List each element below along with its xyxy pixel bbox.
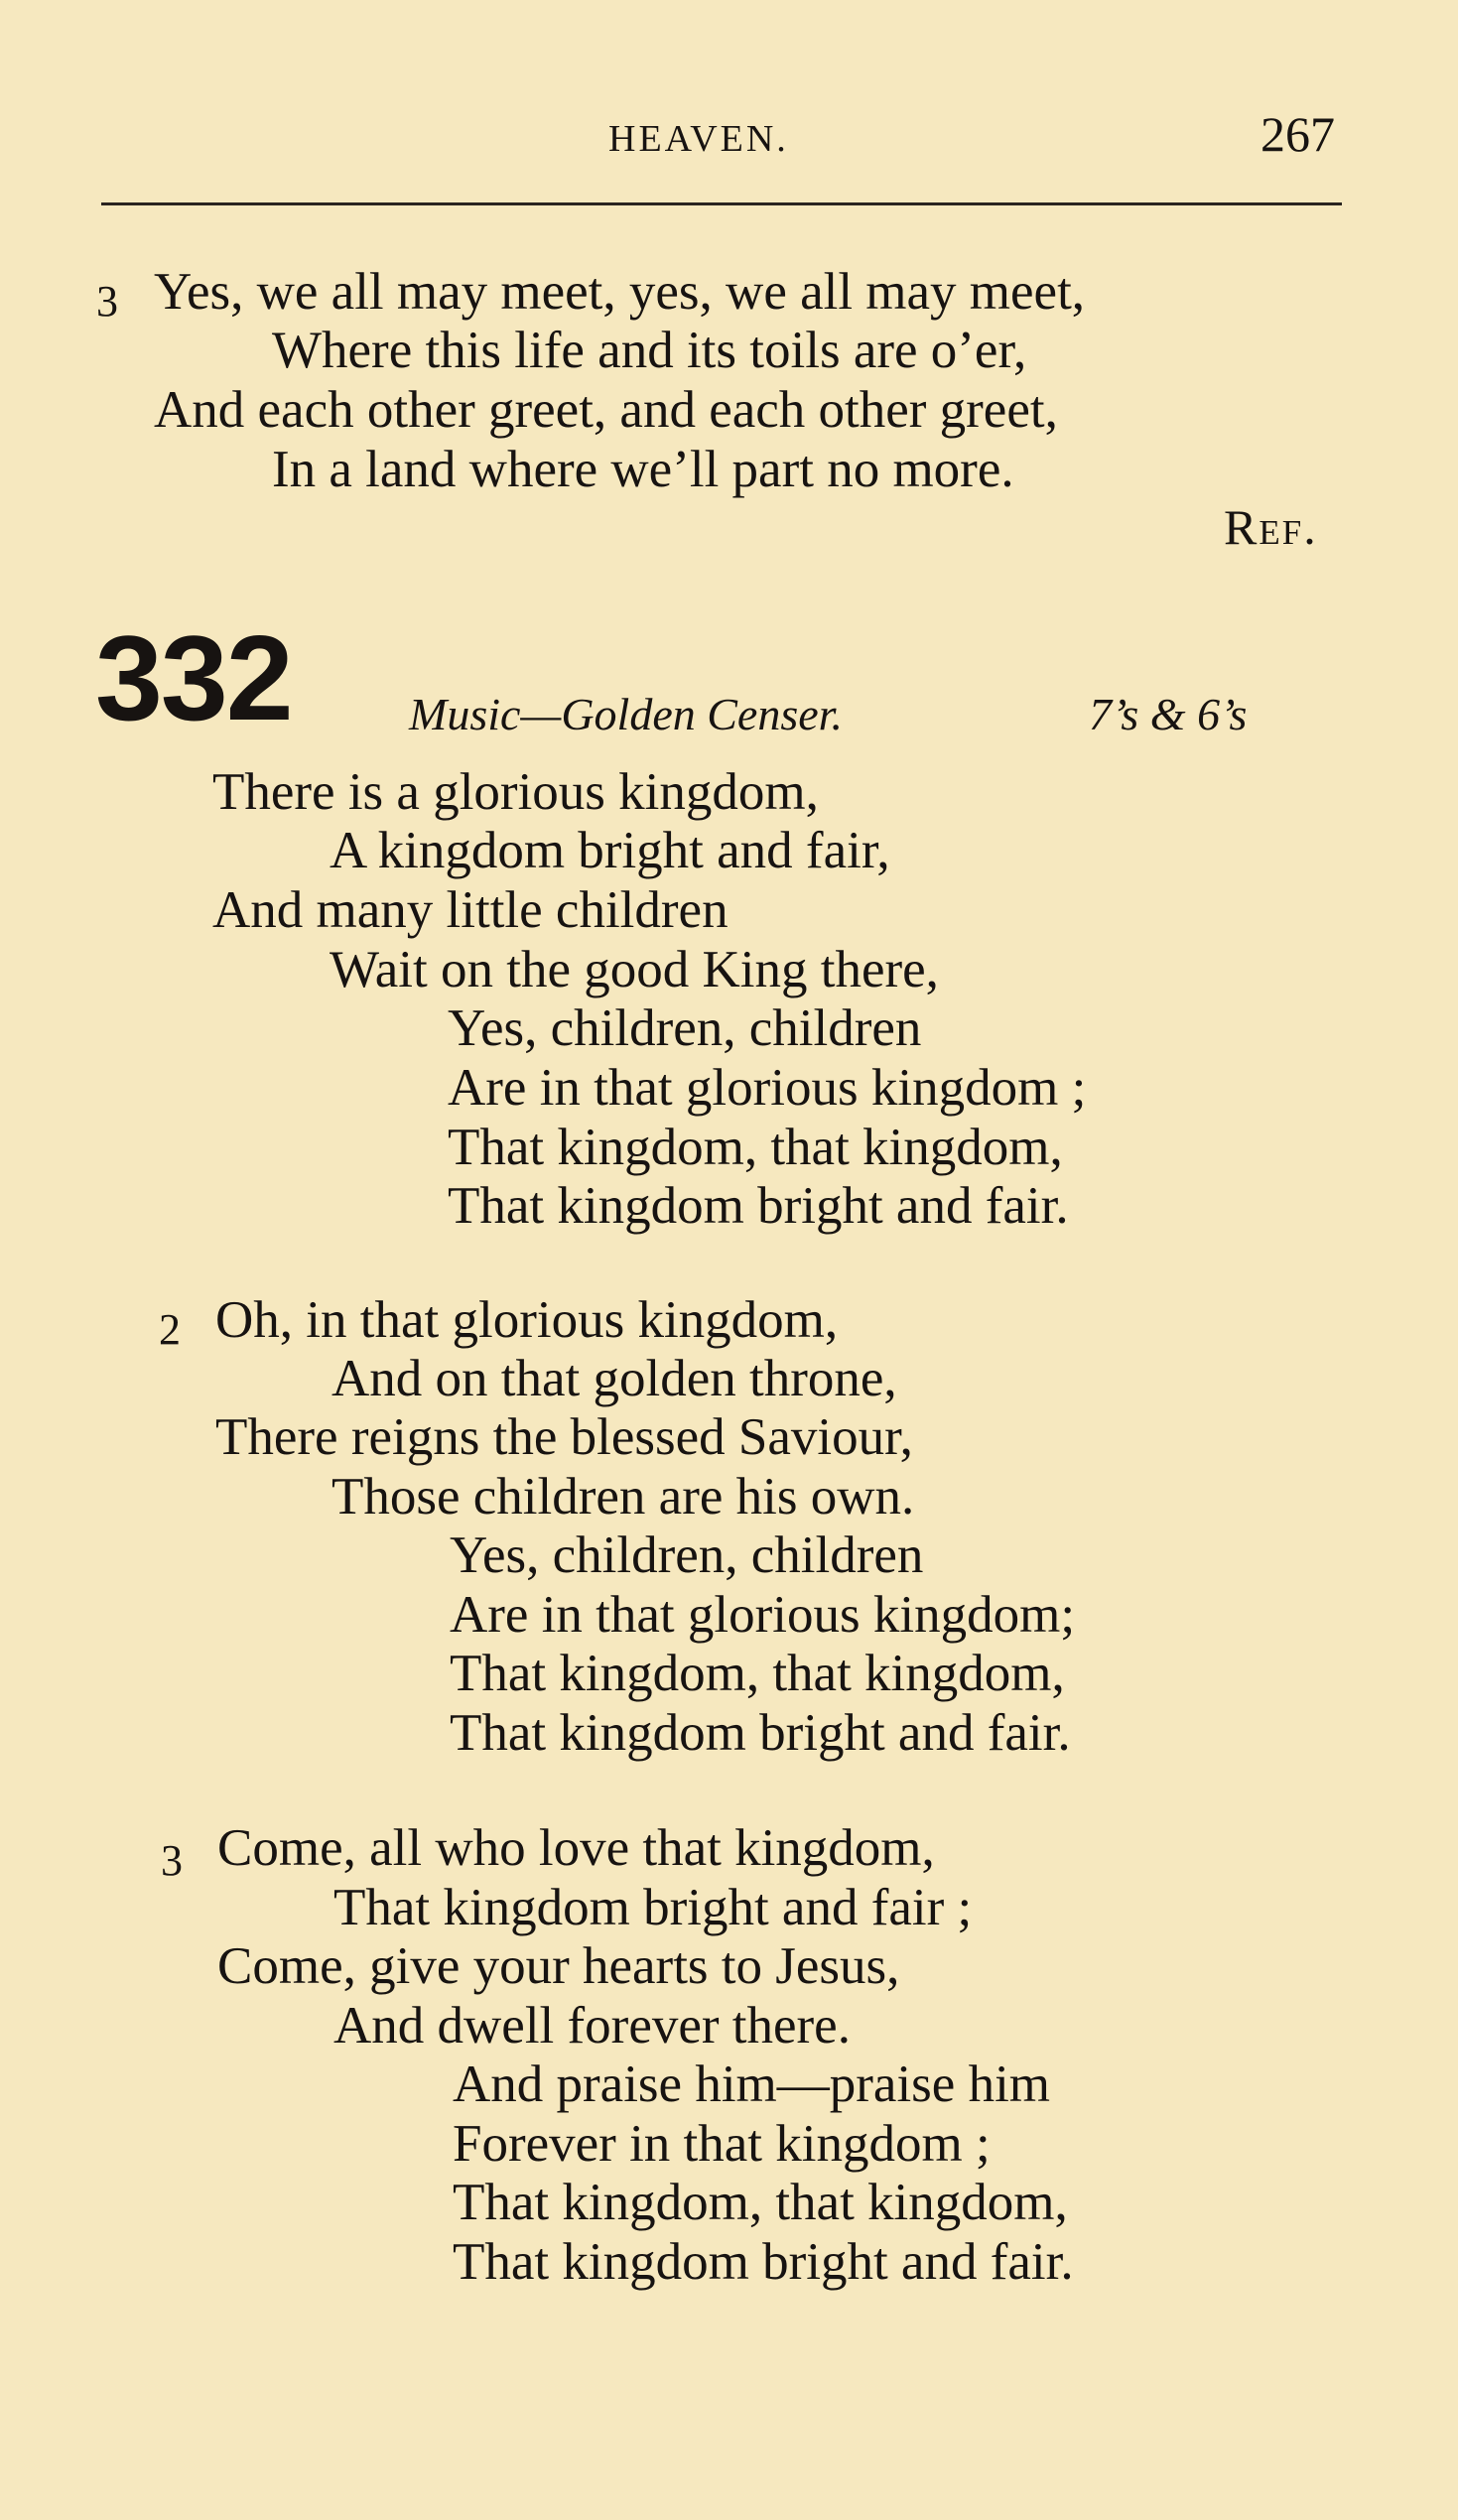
verse-3-line: And dwell forever there. <box>333 1997 851 2055</box>
verse-3-line: Come, all who love that kingdom, <box>217 1819 935 1877</box>
refrain-mark: Ref. <box>1224 499 1318 555</box>
verse-3-line: And praise him—praise him <box>453 2056 1051 2113</box>
verse-3-line: That kingdom bright and fair ; <box>333 1879 973 1936</box>
verse-2-line: Those children are his own. <box>331 1468 915 1525</box>
verse-2-line: And on that golden throne, <box>331 1350 897 1407</box>
page-number: 267 <box>1260 106 1335 162</box>
verse-2-line: Are in that glorious kingdom; <box>450 1586 1076 1644</box>
verse-3-line: Forever in that kingdom ; <box>453 2115 991 2173</box>
verse-2-line: There reigns the blessed Saviour, <box>215 1408 913 1466</box>
prev-verse-number: 3 <box>96 277 118 326</box>
prev-verse-line: Yes, we all may meet, yes, we all may meet, <box>154 263 1086 321</box>
prev-verse-line: And each other greet, and each other greet, <box>154 381 1058 439</box>
tune-name: Music—Golden Censer. <box>409 689 843 739</box>
verse-2-line: Yes, children, children <box>450 1526 924 1584</box>
verse-3-line: Come, give your hearts to Jesus, <box>217 1937 900 1995</box>
verse-1-line: Wait on the good King there, <box>330 941 939 998</box>
verse-3-line: That kingdom bright and fair. <box>453 2233 1074 2291</box>
verse-1-line: Are in that glorious kingdom ; <box>448 1059 1087 1117</box>
verse-3-line: That kingdom, that kingdom, <box>453 2174 1068 2231</box>
verse-1-line: There is a glorious kingdom, <box>212 763 819 821</box>
verse-2-line: That kingdom bright and fair. <box>450 1704 1071 1762</box>
running-title: HEAVEN. <box>608 118 789 160</box>
verse-2-line: That kingdom, that kingdom, <box>450 1645 1065 1702</box>
verse-1-line: Yes, children, children <box>448 999 922 1057</box>
prev-verse-line: In a land where we’ll part no more. <box>272 441 1014 498</box>
prev-verse-line: Where this life and its toils are o’er, <box>272 322 1027 379</box>
verse-1-line: That kingdom, that kingdom, <box>448 1119 1063 1176</box>
verse-1-line: That kingdom bright and fair. <box>448 1177 1069 1235</box>
meter: 7’s & 6’s <box>1089 689 1248 739</box>
verse-3-number: 3 <box>161 1836 183 1885</box>
verse-1-line: And many little children <box>212 881 729 939</box>
verse-2-line: Oh, in that glorious kingdom, <box>215 1291 839 1349</box>
hymn-number: 332 <box>95 610 292 745</box>
verse-1-line: A kingdom bright and fair, <box>330 822 890 879</box>
verse-2-number: 2 <box>159 1305 181 1354</box>
header-rule <box>101 202 1342 205</box>
